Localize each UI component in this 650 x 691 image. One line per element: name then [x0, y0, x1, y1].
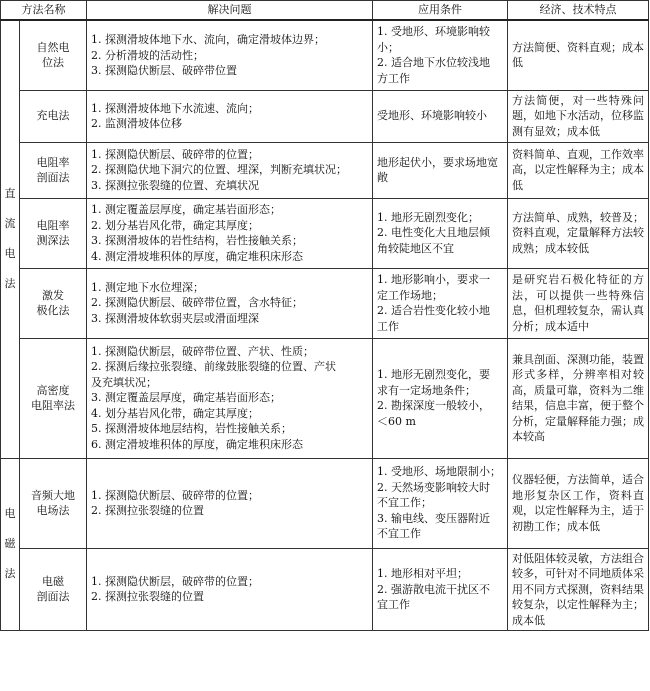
- conditions-cell: [373, 268, 508, 338]
- problem-line: 3. 探测滑坡体软弱夹层或滑面埋深: [91, 311, 259, 325]
- table-row: [1, 142, 649, 198]
- problems-cell: [87, 338, 373, 458]
- features-text: 对低阻体较灵敏，方法组合较多，可针对不同地质体采用不同方式探测，资料结果较复杂，以定性解释为主；成本低: [512, 551, 644, 627]
- method-name-cell: [20, 338, 87, 458]
- conditions-cell: [373, 20, 508, 90]
- condition-line: 敞: [377, 171, 388, 184]
- table-row: [1, 338, 649, 458]
- features-text: 方法简便，对一些特殊问题，如地下水活动，位移监测有显效；成本低: [512, 93, 644, 138]
- header-conditions: 应用条件: [373, 1, 508, 21]
- problem-line: 4. 划分基岩风化带，确定其厚度；: [91, 406, 259, 420]
- conditions-cell: [373, 338, 508, 458]
- problem-line: 3. 探测滑坡体的岩性结构，岩性接触关系；: [91, 234, 303, 247]
- table-row: [1, 268, 649, 338]
- problems-cell: [87, 268, 373, 338]
- features-text: 资料简单、直观，工作效率高，以定性解释为主；成本低: [512, 147, 644, 192]
- problems-cell: [87, 198, 373, 268]
- header-row: [1, 1, 649, 21]
- problems-cell: [87, 20, 373, 90]
- condition-line: 1. 地形相对平坦；: [377, 567, 468, 580]
- problem-line: 2. 探测拉张裂缝的位置: [91, 504, 204, 517]
- features-text: 是研究岩石极化特征的方法，可以提供一些特殊信息，但机理较复杂，需认真分析；成本适中: [512, 273, 644, 333]
- condition-line: 受地形、环境影响较小: [377, 109, 487, 123]
- method-name-line: 电阻率: [36, 155, 70, 169]
- condition-line: 定工作场地；: [377, 288, 443, 302]
- condition-line: 1. 地形影响小，要求一: [377, 273, 490, 286]
- conditions-cell: [373, 548, 508, 631]
- features-text: 方法简便、资料直观；成本低: [512, 40, 644, 70]
- condition-line: 宜工作: [377, 598, 410, 611]
- features-text: 仪器轻便，方法简单，适合地形复杂区工作，资料直观，以定性解释为主，适于初勘工作；成本低: [512, 473, 644, 533]
- category-label: 直流电法: [4, 187, 16, 291]
- problem-line: 2. 探测隐伏断层、破碎带位置，含水特征；: [91, 296, 303, 310]
- method-name-line: 音频大地: [31, 488, 75, 502]
- problem-line: 3. 探测拉张裂缝的位置、充填状况: [91, 178, 259, 192]
- condition-line: 2. 电性变化大且地层倾: [377, 226, 490, 240]
- problems-cell: [87, 458, 373, 548]
- condition-line: 不宜工作: [377, 527, 421, 541]
- method-name-line: 电磁: [42, 574, 64, 588]
- condition-line: 1. 受地形、环境影响较: [377, 25, 490, 39]
- problem-line: 6. 测定滑坡堆积体的厚度，确定堆积床形态: [91, 437, 303, 451]
- category-cell: [1, 20, 20, 458]
- conditions-cell: [373, 142, 508, 198]
- condition-line: 求有一定场地条件；: [377, 383, 476, 397]
- method-name-cell: [20, 198, 87, 268]
- problem-line: 1. 探测隐伏断层，破碎带的位置；: [91, 574, 259, 588]
- problems-cell: [87, 90, 373, 142]
- method-name-line: 电阻率法: [31, 399, 75, 412]
- condition-line: 2. 适合岩性变化较小地: [377, 304, 490, 317]
- table-row: [1, 548, 649, 631]
- method-name-cell: [20, 458, 87, 548]
- table-body: [1, 20, 649, 631]
- condition-line: 2. 天然场变影响较大时: [377, 480, 490, 494]
- table-row: [1, 90, 649, 142]
- header-features: 经济、技术特点: [508, 1, 649, 21]
- method-name-line: 测深法: [36, 234, 70, 247]
- problem-line: 1. 探测滑坡体地下水、流向，确定滑坡体边界；: [91, 33, 325, 46]
- condition-line: 2. 勘探深度一般较小，: [377, 399, 490, 412]
- method-name-cell: [20, 142, 87, 198]
- features-cell: [508, 338, 649, 458]
- method-name-line: 剖面法: [36, 590, 70, 604]
- problem-line: 2. 划分基岩风化带，确定其厚度；: [91, 218, 259, 232]
- conditions-cell: [373, 90, 508, 142]
- method-name-line: 高密度: [36, 383, 70, 397]
- method-name-line: 充电法: [36, 109, 70, 123]
- problem-line: 及充填状况；: [91, 375, 157, 389]
- features-cell: [508, 548, 649, 631]
- condition-line: 角较陡地区不宜: [377, 241, 454, 255]
- condition-line: 3. 输电线、变压器附近: [377, 511, 490, 525]
- problem-line: 2. 探测隐伏地下洞穴的位置、埋深，判断充填状况；: [91, 163, 347, 177]
- method-name-cell: [20, 548, 87, 631]
- conditions-cell: [373, 458, 508, 548]
- category-cell: [1, 458, 20, 631]
- problem-line: 1. 探测隐伏断层、破碎带的位置；: [91, 147, 259, 161]
- condition-line: 2. 适合地下水位较浅地: [377, 56, 490, 70]
- features-cell: [508, 268, 649, 338]
- condition-line: 方工作: [377, 71, 410, 85]
- table-row: [1, 20, 649, 90]
- problem-line: 1. 测定覆盖层厚度，确定基岩面形态；: [91, 203, 281, 216]
- problem-line: 2. 分析滑坡的活动性；: [91, 48, 204, 62]
- table-row: [1, 458, 649, 548]
- problem-line: 1. 探测隐伏断层、破碎带的位置；: [91, 488, 259, 502]
- problem-line: 3. 测定覆盖层厚度，确定基岩面形态；: [91, 391, 281, 405]
- condition-line: ＜60 m: [377, 414, 416, 428]
- problem-line: 2. 探测后缘拉张裂缝、前缘鼓胀裂缝的位置、产状: [91, 360, 336, 374]
- table-row: [1, 198, 649, 268]
- condition-line: 2. 强游散电流干扰区不: [377, 582, 490, 596]
- condition-line: 地形起伏小，要求场地宽: [377, 155, 498, 169]
- method-name-cell: [20, 20, 87, 90]
- conditions-cell: [373, 198, 508, 268]
- problems-cell: [87, 548, 373, 631]
- features-cell: [508, 142, 649, 198]
- condition-line: 1. 地形无剧烈变化，要: [377, 368, 490, 381]
- condition-line: 1. 地形无剧烈变化；: [377, 210, 479, 224]
- category-label: 电磁法: [4, 507, 16, 581]
- problem-line: 3. 探测隐伏断层、破碎带位置: [91, 64, 237, 77]
- problem-line: 5. 探测滑坡体地层结构，岩性接触关系；: [91, 422, 292, 436]
- header-method-name: 方法名称: [1, 1, 87, 21]
- method-name-line: 剖面法: [36, 171, 70, 184]
- problem-line: 1. 探测滑坡体地下水流速、流向；: [91, 101, 259, 115]
- condition-line: 不宜工作；: [377, 496, 432, 510]
- features-cell: [508, 20, 649, 90]
- features-cell: [508, 90, 649, 142]
- features-cell: [508, 458, 649, 548]
- condition-line: 工作: [377, 319, 399, 333]
- method-name-line: 极化法: [36, 304, 70, 317]
- method-name-line: 电阻率: [36, 218, 70, 232]
- problem-line: 2. 监测滑坡体位移: [91, 117, 182, 130]
- problem-line: 1. 探测隐伏断层，破碎带位置、产状、性质；: [91, 344, 314, 358]
- condition-line: 1. 受地形、场地限制小；: [377, 465, 501, 479]
- problems-cell: [87, 142, 373, 198]
- features-text: 方法简单、成熟，较普及；资料直观，定量解释方法较成熟；成本较低: [512, 210, 644, 255]
- features-cell: [508, 198, 649, 268]
- condition-line: 小；: [377, 40, 399, 54]
- method-name-line: 位法: [42, 56, 64, 70]
- problem-line: 1. 测定地下水位埋深；: [91, 280, 204, 294]
- method-name-cell: [20, 268, 87, 338]
- method-name-line: 电场法: [36, 504, 70, 517]
- problem-line: 2. 探测拉张裂缝的位置: [91, 590, 204, 604]
- features-text: 兼具剖面、深测功能，装置形式多样，分辨率相对较高，质量可靠，资料为二维结果，信息丰富，便于整个分析，定量解释能力强；成本较高: [512, 352, 644, 443]
- method-name-cell: [20, 90, 87, 142]
- method-name-line: 激发: [42, 288, 64, 302]
- header-problems: 解决问题: [87, 1, 373, 21]
- method-name-line: 自然电: [36, 40, 70, 54]
- problem-line: 4. 测定滑坡堆积体的厚度，确定堆积床形态: [91, 249, 303, 263]
